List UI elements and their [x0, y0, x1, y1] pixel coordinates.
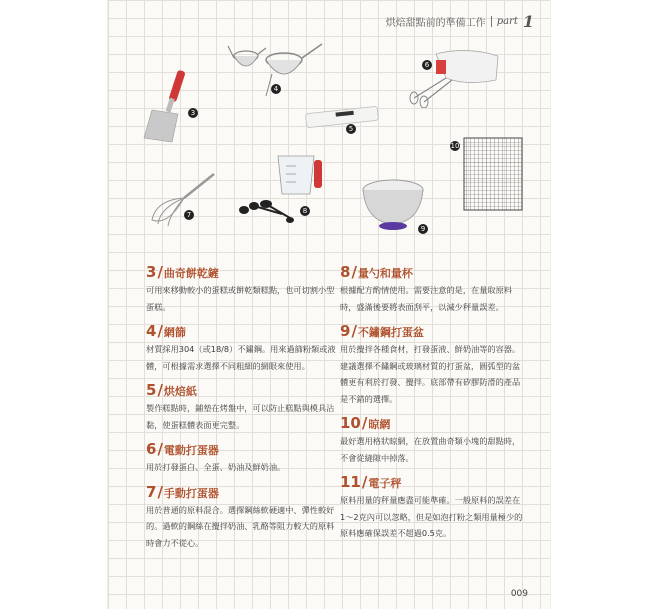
tool-section [146, 482, 342, 552]
section-body: 原料用量的秤量應盡可能準確。一般原料的誤差在1～2克內可以忽略，但是如泡打粉之類用量極少的原料應確保誤差不超過0.5克。 [340, 495, 523, 538]
page-header [386, 12, 534, 31]
book-page [108, 0, 550, 609]
tool-number-9: 9 [418, 224, 428, 234]
section-slash: / [351, 263, 357, 281]
section-heading: 不鏽鋼打蛋盆 [357, 326, 424, 339]
hand-whisk-illustration [148, 170, 218, 230]
measuring-cup-spoons-illustration [238, 150, 338, 228]
section-heading: 烘焙紙 [163, 385, 197, 398]
section-number: 4 [146, 322, 157, 340]
tool-section [340, 472, 524, 542]
section-number: 5 [146, 381, 157, 399]
section-body: 用於普通的原料混合。選擇鋼絲軟硬適中、彈性較好的。過軟的鋼絲在攪拌奶油、乳酪等阻力較大的原料時會力不從心。 [146, 504, 335, 548]
section-title [146, 482, 342, 502]
section-slash: / [157, 381, 163, 399]
section-title [146, 439, 342, 459]
section-title [340, 262, 524, 282]
tool-section [146, 380, 342, 433]
tool-number-7: 7 [184, 210, 194, 220]
electric-mixer-illustration [406, 48, 506, 108]
section-body: 用於攪拌各種食材，打發蛋液、鮮奶油等的容器。建議選擇不鏽鋼或玻璃材質的打蛋盆，圓弧型的盆體更有利於打發、攪拌。底部帶有矽膠防滑的產品是不錯的選擇。 [340, 344, 521, 404]
section-heading: 電動打蛋器 [163, 444, 219, 457]
chapter-title: 烘焙甜點前的準備工作 [385, 18, 486, 29]
section-slash: / [361, 473, 368, 491]
tool-number-8: 8 [300, 206, 310, 216]
cooling-rack-illustration [458, 134, 528, 214]
section-heading: 電子秤 [368, 477, 402, 490]
tool-section [340, 413, 524, 466]
section-heading: 手動打蛋器 [163, 486, 219, 500]
right-column [340, 262, 524, 548]
mixing-bowl-illustration [360, 178, 426, 234]
section-slash: / [157, 482, 163, 501]
tool-number-3: 3 [188, 108, 198, 118]
section-number: 7 [146, 482, 157, 501]
section-body: 根據配方酌情使用。需要注意的是，在量取原料時，盛滿後要將表面刮平，以減少秤量誤差。 [340, 285, 512, 312]
part-number: 1 [522, 12, 534, 31]
tool-number-4: 4 [271, 84, 281, 94]
section-number: 3 [146, 263, 157, 281]
tool-section [146, 321, 342, 374]
header-divider [491, 16, 492, 27]
section-slash: / [361, 414, 368, 432]
page-number: 009 [510, 589, 528, 599]
section-slash: / [157, 440, 163, 458]
tool-section [146, 439, 342, 476]
parchment-roll-illustration [304, 104, 380, 128]
section-title [340, 321, 524, 341]
section-heading: 晾網 [368, 418, 391, 431]
part-label: part [496, 16, 518, 27]
section-title [340, 413, 524, 433]
section-body: 最好選用格狀晾網，在放置曲奇類小塊的甜點時，不會從縫隙中掉落。 [340, 436, 521, 463]
section-body: 用於打發蛋白、全蛋、奶油及鮮奶油。 [146, 462, 286, 472]
section-slash: / [157, 322, 163, 340]
tool-number-5: 5 [346, 124, 356, 134]
section-title [146, 380, 342, 400]
section-body: 材質採用304（或18/8）不鏽鋼。用來過篩粉類或液體，可根據需求選擇不同粗細的網眼來使用。 [146, 344, 336, 371]
section-title [340, 472, 524, 492]
tool-section [146, 262, 342, 315]
section-body: 可用來移動較小的蛋糕或餅乾類糕點，也可切割小型蛋糕。 [146, 285, 335, 312]
section-number: 6 [146, 440, 157, 458]
tool-number-10: 10 [450, 142, 460, 150]
section-heading: 曲奇餅乾鏟 [163, 267, 219, 280]
tool-number-6: 6 [422, 60, 432, 70]
left-column [146, 262, 342, 557]
section-number: 9 [340, 322, 351, 340]
section-slash: / [157, 263, 163, 281]
tool-section [340, 262, 524, 315]
section-heading: 量勺和量杯 [357, 267, 413, 280]
section-title [146, 262, 342, 282]
section-number: 8 [340, 263, 351, 281]
section-body: 製作糕點時，鋪墊在烤盤中，可以防止糕點與模具沾黏，使蛋糕體表面更完整。 [146, 403, 335, 430]
section-heading: 網篩 [163, 326, 186, 339]
section-number: 10 [340, 414, 361, 432]
section-title [146, 321, 342, 341]
section-number: 11 [340, 473, 361, 491]
tool-section [340, 321, 524, 407]
section-slash: / [351, 322, 357, 340]
